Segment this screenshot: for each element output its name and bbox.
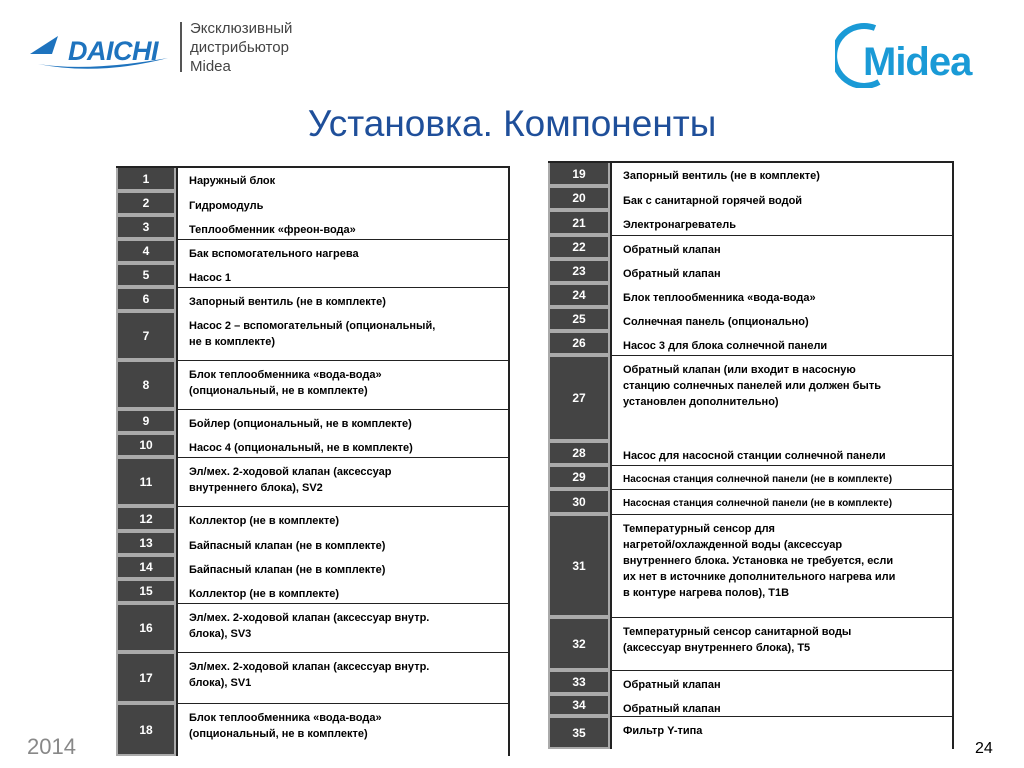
- item-number: 11: [118, 459, 174, 504]
- table-row: [116, 311, 510, 360]
- item-number: 7: [118, 313, 174, 358]
- table-row: [548, 716, 954, 749]
- item-description: Гидромодуль: [189, 200, 264, 212]
- item-description: Насос 1: [189, 272, 232, 284]
- row-divider: [610, 670, 954, 671]
- item-description: Насос 3 для блока солнечной панели: [623, 340, 828, 352]
- item-number: 34: [550, 696, 608, 714]
- table-row: [548, 694, 954, 716]
- table-row: [548, 355, 954, 441]
- row-divider: [610, 617, 954, 618]
- item-description: Теплообменник «фреон-вода»: [189, 224, 356, 236]
- row-divider: [610, 355, 954, 356]
- table-row: [116, 287, 510, 311]
- item-number: 18: [118, 705, 174, 754]
- item-description: Запорный вентиль (не в комплекте): [189, 296, 386, 308]
- table-row: [116, 531, 510, 555]
- table-row: [548, 441, 954, 465]
- table-row: [116, 239, 510, 263]
- row-divider: [176, 506, 510, 507]
- item-number: 1: [118, 168, 174, 189]
- item-description: Солнечная панель (опционально): [623, 316, 809, 328]
- row-divider: [176, 703, 510, 704]
- item-description: Бак вспомогательного нагрева: [189, 248, 359, 260]
- table-row: [116, 409, 510, 433]
- item-number: 23: [550, 261, 608, 281]
- table-row: [548, 283, 954, 307]
- distributor-text: Эксклюзивный дистрибьютор Midea: [190, 20, 293, 75]
- row-divider: [610, 716, 954, 717]
- item-number: 35: [550, 718, 608, 747]
- row-divider: [176, 603, 510, 604]
- row-divider: [176, 652, 510, 653]
- table-row: [548, 186, 954, 210]
- table-row: [116, 166, 510, 191]
- item-number: 17: [118, 654, 174, 701]
- item-description: Запорный вентиль (не в комплекте): [623, 170, 820, 182]
- item-description: Бойлер (опциональный, не в комплекте): [189, 418, 412, 430]
- item-description: Эл/мех. 2-ходовой клапан (аксессуар внутреннего блока), SV2: [189, 466, 392, 494]
- row-divider: [610, 514, 954, 515]
- item-number: 8: [118, 362, 174, 407]
- midea-logo: [835, 18, 1005, 88]
- item-number: 28: [550, 443, 608, 463]
- item-number: 10: [118, 435, 174, 455]
- item-number: 12: [118, 508, 174, 529]
- components-table-right: [548, 161, 954, 749]
- table-row: [116, 215, 510, 239]
- table-row: [548, 259, 954, 283]
- table-row: [548, 331, 954, 355]
- row-divider: [176, 360, 510, 361]
- item-number: 13: [118, 533, 174, 553]
- header-divider: [180, 22, 182, 72]
- item-description: Наружный блок: [189, 175, 276, 187]
- item-number: 3: [118, 217, 174, 237]
- item-description: Блок теплообменника «вода-вода»: [623, 292, 816, 304]
- item-number: 19: [550, 163, 608, 184]
- daichi-logo: [28, 24, 178, 74]
- item-number: 15: [118, 581, 174, 601]
- table-row: [548, 210, 954, 235]
- row-divider: [176, 409, 510, 410]
- item-number: 5: [118, 265, 174, 285]
- table-row: [548, 489, 954, 514]
- row-divider: [176, 287, 510, 288]
- item-number: 20: [550, 188, 608, 208]
- item-description: Обратный клапан: [623, 703, 721, 715]
- midea-logo-text: Midea: [863, 40, 972, 84]
- item-number: 27: [550, 357, 608, 439]
- table-row: [116, 579, 510, 603]
- item-description: Обратный клапан: [623, 244, 721, 256]
- item-number: 16: [118, 605, 174, 650]
- table-row: [116, 603, 510, 652]
- page-number: 24: [975, 740, 993, 757]
- item-number: 32: [550, 619, 608, 668]
- item-number: 14: [118, 557, 174, 577]
- item-description: Байпасный клапан (не в комплекте): [189, 564, 386, 576]
- row-divider: [610, 489, 954, 490]
- item-number: 30: [550, 491, 608, 512]
- item-description: Блок теплообменника «вода-вода» (опциональный, не в комплекте): [189, 712, 382, 740]
- item-description: Эл/мех. 2-ходовой клапан (аксессуар внутр. блока), SV1: [189, 661, 430, 689]
- item-description: Насос 4 (опциональный, не в комплекте): [189, 442, 413, 454]
- item-number: 29: [550, 467, 608, 487]
- item-number: 22: [550, 237, 608, 257]
- item-number: 4: [118, 241, 174, 261]
- item-description: Насос для насосной станции солнечной панели: [623, 450, 886, 462]
- item-number: 24: [550, 285, 608, 305]
- table-row: [548, 514, 954, 617]
- item-number: 33: [550, 672, 608, 692]
- row-divider: [610, 235, 954, 236]
- item-description: Эл/мех. 2-ходовой клапан (аксессуар внутр. блока), SV3: [189, 612, 430, 640]
- item-number: 26: [550, 333, 608, 353]
- table-row: [116, 457, 510, 506]
- page-title: Установка. Компоненты: [307, 103, 717, 144]
- row-divider: [176, 239, 510, 240]
- item-description: Насос 2 – вспомогательный (опциональный, не в комплекте): [189, 320, 436, 348]
- item-number: 2: [118, 193, 174, 213]
- table-row: [116, 433, 510, 457]
- table-row: [548, 307, 954, 331]
- item-description: Насосная станция солнечной панели (не в комплекте): [623, 474, 893, 485]
- item-number: 21: [550, 212, 608, 233]
- table-row: [116, 360, 510, 409]
- item-description: Коллектор (не в комплекте): [189, 515, 339, 527]
- daichi-logo-text: DAICHI: [68, 36, 158, 66]
- item-description: Обратный клапан (или входит в насосную станцию солнечных панелей или должен быть установлен дополнительно): [623, 364, 881, 408]
- item-description: Температурный сенсор для нагретой/охлажденной воды (аксессуар внутреннего блока. Установка не требуется, если их нет в источнике дополнительного нагрева или в контуре нагрева полов), T1B: [623, 523, 896, 599]
- table-row: [116, 555, 510, 579]
- item-description: Температурный сенсор санитарной воды (аксессуар внутреннего блока), T5: [623, 626, 852, 654]
- item-number: 6: [118, 289, 174, 309]
- table-row: [116, 506, 510, 531]
- item-description: Блок теплообменника «вода-вода» (опциональный, не в комплекте): [189, 369, 382, 397]
- item-description: Фильтр Y-типа: [623, 725, 703, 737]
- table-row: [116, 263, 510, 287]
- item-description: Байпасный клапан (не в комплекте): [189, 540, 386, 552]
- item-description: Бак с санитарной горячей водой: [623, 195, 803, 207]
- year-label: 2014: [27, 734, 76, 759]
- table-row: [116, 703, 510, 756]
- item-description: Обратный клапан: [623, 679, 721, 691]
- components-table-left: [116, 166, 510, 756]
- row-divider: [176, 457, 510, 458]
- item-number: 31: [550, 516, 608, 615]
- item-description: Электронагреватель: [623, 219, 737, 231]
- item-description: Обратный клапан: [623, 268, 721, 280]
- table-row: [548, 465, 954, 489]
- item-description: Коллектор (не в комплекте): [189, 588, 339, 600]
- table-row: [548, 670, 954, 694]
- table-row: [548, 617, 954, 670]
- item-number: 9: [118, 411, 174, 431]
- table-row: [548, 161, 954, 186]
- row-divider: [610, 465, 954, 466]
- item-description: Насосная станция солнечной панели (не в комплекте): [623, 498, 893, 509]
- table-row: [116, 191, 510, 215]
- item-number: 25: [550, 309, 608, 329]
- table-row: [116, 652, 510, 703]
- table-row: [548, 235, 954, 259]
